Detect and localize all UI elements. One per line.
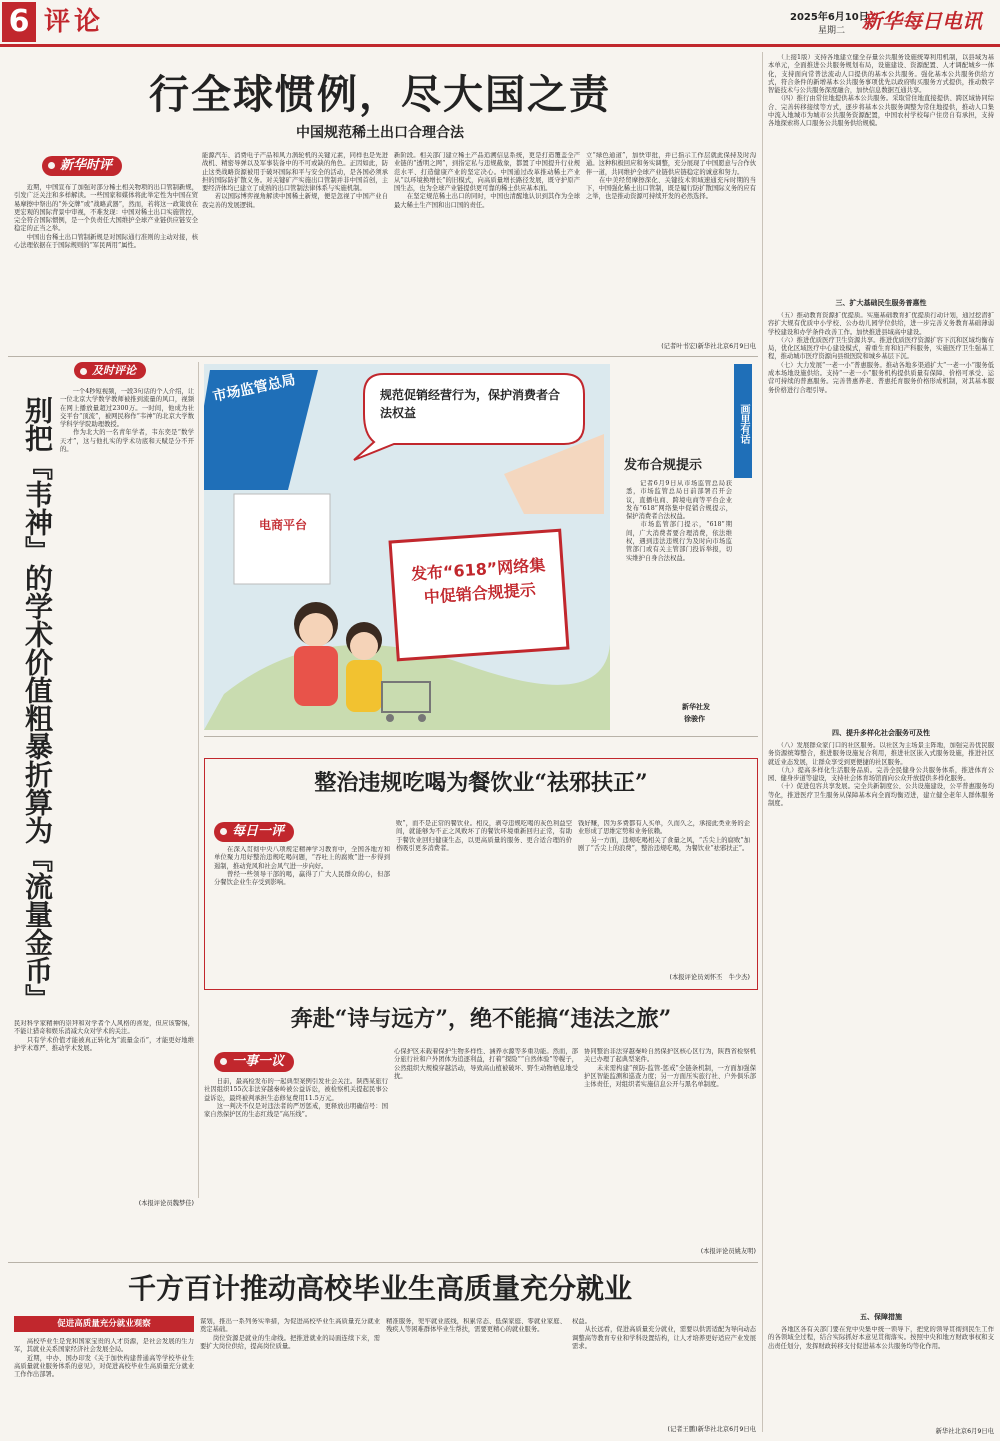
page-number: 6: [2, 2, 36, 42]
poetry-column-3: 协同整治非法穿越秦岭自然保护区核心区行为，陕西省检察机关已办理了起典型案件。 未来需构建“预防-监管-惩戒”全链条机制，一方面加强保护区智能监测和巡查力度；另一方面压实旅行社、户外俱乐部主体责任，对组织者实施信息公开与黑名单制度。: [584, 1048, 756, 1089]
divider-bottom: [8, 1262, 758, 1263]
section-name: 评论: [44, 7, 105, 37]
masthead: [0, 0, 1000, 44]
cartoon-banner: 发布“618”网络集中促销合规提示: [410, 555, 546, 607]
platform-sign: [234, 494, 330, 584]
lead-subtitle: 中国规范稀土出口合理合法: [296, 125, 464, 141]
lead-column-3: 新阶段。相关部门建立稀土产品追溯信息系统，更是打造覆盖全产业链的“透明之网”，到指定私与违规截象，都置了中国提升行业规范水平、打造健康产业的坚定决心。中国通过改革推动稀土产业从“以环境换增长”的旧模式，向高质量增长路径发展，既守护原产国生态，也为全球产业链提供更可靠的稀土供应基本面。 在坚定规范稀土出口的同时，中国也清醒地认识到其作为全球最大稀土生产国和出口国的责任。: [394, 152, 580, 209]
poetry-column-2: 心保护区未载着保护生物多样性、涵养水源等多重功能。然而，部分旅行社和户外团体为追逐利益，打着“探险”“自然体验”等幌子，公然组织大规模穿越活动，导致高山植被破坏、野生动物栖息地受扰。: [394, 1048, 578, 1080]
poetry-kicker: 一事一议: [214, 1052, 294, 1072]
right-section-4: 四、提升多样化社会服务可及性: [832, 729, 930, 737]
cartoon-sign-platform: 电商平台: [258, 518, 307, 532]
cartoon-bubble: 规范促销经营行为，保护消费者合法权益: [380, 388, 561, 420]
lead-byline: (记者叶书宏)新华社北京6月9日电: [661, 343, 756, 350]
bottom-byline: (记者王鹏)新华社北京6月9日电: [667, 1426, 756, 1433]
cartoon-credit-org: 新华社发: [682, 703, 710, 711]
divider-right-column: [762, 52, 763, 1432]
right-section-3: 三、扩大基础民生服务普惠性: [835, 299, 927, 307]
right-text-c: （八）发展群众家门口的社区服务。以社区为主场景主阵地，加强完善优民服务资源统筹整合，推进服务设施复合利用，推进社区嵌入式服务设施，推进社区就近业态发展，让群众享受到更便捷的社区服务。 （九）提高多样化生活服务品质。完善全民健身公共服务体系，推进体育公园、健身步道等建设，支持社会体育场馆面向公众开放提供多样化服务。 （十）促进包容共享发展。完全共新制度公、公共设施建设，公平普惠服务均等化，推进医疗卫生服务从保障基本向全面均衡迈进，建立健全老年人群体服务制度。: [768, 742, 994, 808]
divider-timely: [198, 362, 199, 1198]
brand-logo: 新华每日电讯: [862, 9, 982, 33]
right-section-5: 五、保障措施: [860, 1313, 902, 1321]
lead-column-1: 近期，中国宣布了加强对部分稀土相关物项的出口管制新规，引发广泛关注和多样解读。一些国家和媒体将此举定性为中国在贸易摩擦中祭出的“外交牌”或“战略武器”，然而，若将这一政策放在更宏观的国际背景中审视，不难发现：中国对稀土出口实施管控，完全符合国际惯例，是一个负责任大国维护全球产业链供应链安全稳定的正当之举。 中国出台稀土出口管制新规是对国际通行准则的主动对接，核心法理依据在于国际规则的“军民两用”属性。: [14, 184, 198, 250]
poetry-column-1: 日前，最高检发布的一起典型案例引发社会关注。陕西某旅行社因组织155次非法穿越秦岭被公益诉讼，被检察机关提起民事公益诉讼，最终被判承担生态修复费用11.5万元。 这一判决不仅是对违法者的严厉惩戒，更释放出明确信号：国家自然保护区的生态红线是“高压线”。: [204, 1078, 388, 1119]
timely-vertical-title: 别把『韦神』的学术价值粗暴折算为『流量金币』: [21, 396, 54, 1012]
timely-kicker: 及时评论: [74, 362, 146, 379]
daily-title: 整治违规吃喝为餐饮业“祛邪扶正”: [314, 770, 648, 796]
right-byline: 新华社北京6月9日电: [935, 1428, 994, 1435]
divider-lead: [8, 356, 758, 357]
cartoon-caption: 记者6月9日从市场监管总局获悉，市场监管总局日前部署召开会议，直播电商、跨境电商等平台企业发布“618”网络集中促销合规提示，保护消费者合法权益。 市场监管部门提示，“618”期间，广大消费者要合理消费，依法维权，遇到违法违规行为及时向市场监管部门或有关主管部门投诉举报，切实维护自身合法权益。: [626, 480, 732, 562]
bottom-column-2: 谋划，推出一系列务实举措，为促进高校毕业生高质量充分就业奠定基础。 岗位资源是就业的生命线。把推进就业的局面连续下来，需要扩大岗位供给，提高岗位质量。: [200, 1318, 380, 1350]
divider-cartoon: [204, 736, 758, 737]
issue-date: 2025年6月10日: [790, 12, 869, 23]
cartoon-tag: 画里有话: [734, 364, 752, 478]
right-text-d: 各地区各有关部门要在党中央集中统一领导下，把党的领导贯彻到民生工作的各领域全过程，结合实际抓好本意见贯彻落实。按照中央和地方财政事权和支出责任划分，发挥财政转移支付促进基本公共服务均等化作用。: [768, 1326, 994, 1350]
bottom-column-3: 精准服务，兜牢就业底线，积累常态、低保家庭、零就业家庭、残疾人等困难群体毕业生帮扶，需要更精心的就业服务。: [386, 1318, 566, 1334]
masthead-rule: [0, 44, 1000, 47]
right-text-a: （上接1版）支持各地建立健全存量公共服务设施统筹利用机制，以县域为基本单元，全面推进公共服务规划布局，设施建设、资源配置、人才调配城乡一体化，支持面向常普法流动人口提供的基本公共服务。强化基本公共服务供给方式，符合条件的新增基本公共服务事项优先以政府购买服务方式提供，推动数字智能技术与公共服务深度融合，加快信息数据互通共享。 （四）推行由常住地提供基本公共服务。采取常住地直接提供、跨区域协同综合、完善转移接续等方式，逐步将基本公共服务调整为常住地提供，推动人口集中流入地城市为城市公共服务资源配置，中国农村学校每户住房自有承担，支持各地探索将人口服务公共服务供给规模。: [768, 54, 994, 128]
daily-column-3: 钱好赚，因为多费都有人买单，久而久之，承接此类业务的企业形成了思维定势和业务依赖。 另一方面，违规吃喝相关了食量之风，“舌尖上的腐败”加剧了“舌尖上的浪费”，整治违规吃喝，为餐饮业“祛邪扶正”。: [578, 820, 750, 852]
timely-column-1: 一个4秒短视频，一段3句话的个人介绍，让一位北京大学数学教师被推到流量的风口，视频在网上播放量超过2300万。一时间，他成为社交平台“顶流”，被网民称作“韦神”的北京大学数学科学学院助理教授。 作为北大的一名青年学者，韦东奕是“数学天才”，这与他扎实的学术功底和天赋是分不开的。: [60, 388, 194, 454]
lead-kicker: 新华时评: [42, 156, 122, 176]
cartoon-sign-agency: 市场监管总局: [211, 372, 297, 406]
issue-weekday: 星期二: [818, 26, 846, 36]
cartoon-credit-name: 徐骏作: [684, 715, 705, 723]
bottom-column-4: 权益。 从长远看，促进高质量充分就业，需要以供需适配为导向动态调整高等教育专业和学科设置结构，让人才培养更好适应产业发展需求。: [572, 1318, 756, 1350]
lead-column-4: 立“绿色通道”，加快审批，并已指示工作层就此保持及时沟通。这种积极回应和务实调整，充分展现了中国愿意与合作伙伴一道，共同维护全球产业链供应链稳定的诚意和努力。 在中美经贸摩擦深化、关键技术领域速通充斥时期的当下，中国强化稀土出口管制，既是履行防扩散国际义务的应有之举，也是推动资源可持续开发的必然选择。: [586, 152, 756, 201]
bottom-title: 千方百计推动高校毕业生高质量充分就业: [127, 1272, 632, 1305]
timely-byline: (本报评论员魏梦佳): [138, 1200, 194, 1207]
daily-column-1: 在深入贯彻中央八项规定精神学习教育中，全国各地方和单位聚力用好整治违规吃喝问题，“吞吐上的腐败”进一步得到遏制，推动党风和社会风气进一步向好。 曾经一些领导干部的喝，赢得了广大人民群众的心，但部分餐饮企业生存受到影响。: [214, 846, 390, 887]
daily-column-2: 败”，而不是正常的餐饮业。相反，剥夺违规吃喝的灰色利益空间，就能够为不正之风败坏了的餐饮环境重新回归正常，有助于餐饮业回归健康生态，以更高质量的服务、更合适合理的价格吸引更多消费者。: [396, 820, 572, 852]
bottom-column-1: 高校毕业生是党和国家宝贵的人才资源，是社会发展的生力军，其就业关系国家经济社会发展全局。 近期，中办、国办印发《关于加快构建普通高等学校毕业生高质量就业服务体系的意见》，对促进高校毕业生高质量充分就业工作作出部署。: [14, 1338, 194, 1379]
lead-title: 行全球惯例，尽大国之责: [149, 71, 611, 118]
timely-column-2: 民对科学家精神的崇拜和对学者个人风格的喜爱，但应该警惕，不能让猎奇和娱乐消减大众对学术的关注。 只有学术价值才能被真正转化为“流量金币”，才能更好地维护学术尊严、推动学术发展。: [14, 1020, 194, 1052]
cartoon-image: [204, 364, 610, 730]
daily-byline: (本报评论员刘怀丕 牛少杰): [669, 974, 750, 981]
poetry-byline: (本报评论员姚友明): [700, 1248, 756, 1255]
daily-kicker: 每日一评: [214, 822, 294, 842]
right-text-b: （五）推动教育资源扩优提质。实施基础教育扩优提质行动计划，通过挖潜扩容扩大规有优质中小学校、公办幼儿园学位供给，进一步完善义务教育基础薄弱学校建设和办学条件改善工作。加快推进县域高中建设。 （六）推进优质医疗卫生资源共享。推进优质医疗资源扩容下沉和区域均衡布局，优化区域医疗中心建设模式，着重生育和妇产科服务，实施医疗卫生强基工程，推动城市医疗资源向县级医院和城乡基层下沉。 （七）大力发展“一老一小”普惠服务。推动各地多渠道扩大“一老一小”服务低成本场地设施供给。支持“一老一小”服务机构提供质量有保障、价格可承受、运营可持续的普惠服务。完善普惠养老、普惠托育服务价格形成机制，对其基本服务价格进行合理引导。: [768, 312, 994, 394]
bottom-kicker: 促进高质量充分就业观察: [14, 1316, 194, 1332]
poetry-title: 奔赴“诗与远方”，绝不能搞“违法之旅”: [290, 1006, 672, 1032]
lead-column-2: 能源汽车、消费电子产品和风力涡轮机的关键元素，同样也是先进战机、精密导弹以及军事装备中的不可或缺的角色。正因如此，防止这类战略资源被用于破坏国际和平与安全的活动，是各国必须承担的国际防扩散义务。对关键矿产实施出口管制并非中国首创，主要经济体均已建立了成熟的出口管制法律体系与实施机制。 若以国际博弈视角解读中国稀土新规，便是忽视了中国产业自我完善的发展逻辑。: [202, 152, 388, 209]
cartoon-title: 发布合规提示: [624, 458, 703, 473]
